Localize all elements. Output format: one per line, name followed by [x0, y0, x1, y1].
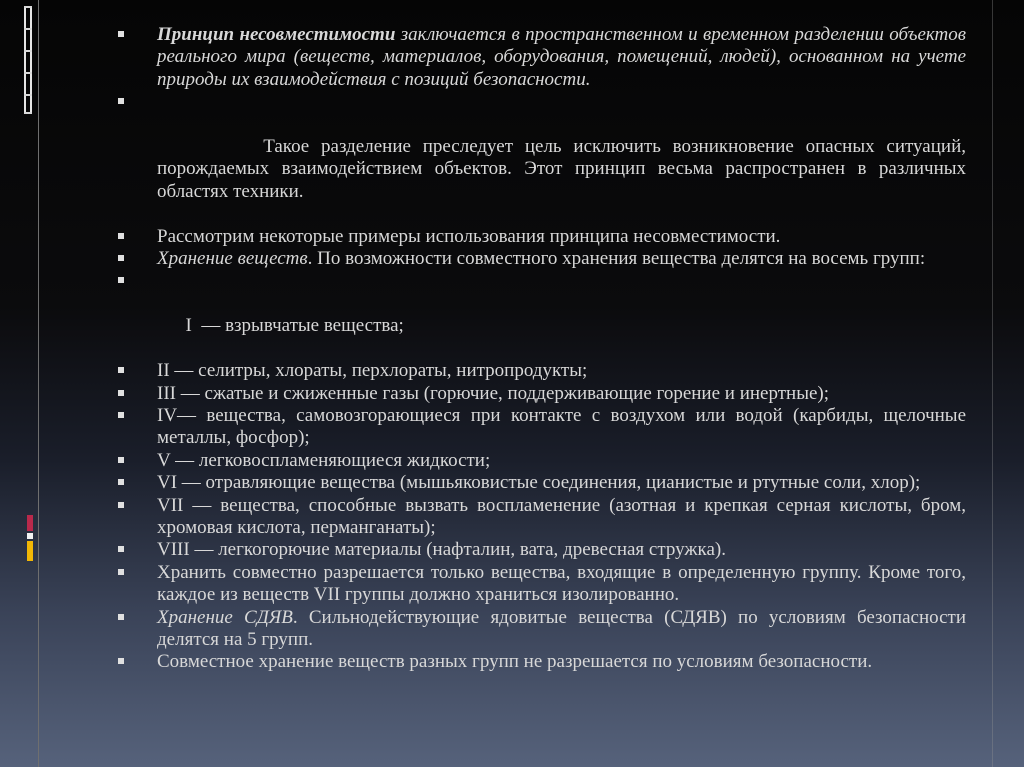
term-italic: Хранение СДЯВ	[157, 606, 293, 628]
item-text: V — легковоспламеняющиеся жидкости;	[157, 449, 491, 471]
item-text: I — взрывчатые вещества;	[185, 315, 404, 337]
bullet-icon	[118, 412, 124, 418]
item-text: Такое разделение преследует цель исключить возникновение опасных ситуаций, порождаемых взаимодействием объектов. Этот принцип весьма распространен в различных областях техники.	[157, 136, 971, 202]
list-item	[118, 360, 966, 382]
decorative-grid	[24, 6, 33, 114]
list-item	[118, 539, 966, 561]
bullet-icon	[118, 569, 124, 575]
list-item	[118, 651, 966, 673]
left-frame-line	[38, 0, 39, 767]
item-text: IV— вещества, самовозгорающиеся при контакте с воздухом или водой (карбиды, щелочные металлы, фосфор);	[157, 404, 966, 449]
list-item	[118, 405, 966, 450]
item-text: Хранить совместно разрешается только вещества, входящие в определенную группу. Кроме того, каждое из веществ VII группы должно храниться изолированно.	[157, 561, 966, 606]
list-item	[118, 607, 966, 652]
term-italic: Хранение веществ	[157, 248, 308, 270]
list-item	[118, 91, 971, 225]
list-item	[118, 472, 966, 494]
bullet-icon	[118, 390, 124, 396]
item-text: III — сжатые и сжиженные газы (горючие, поддерживающие горение и инертные);	[157, 382, 829, 404]
bullet-icon	[118, 479, 124, 485]
list-item	[118, 248, 966, 270]
list-item	[118, 450, 966, 472]
list-item	[118, 562, 966, 607]
bullet-icon	[118, 614, 124, 620]
item-text: Совместное хранение веществ разных групп не разрешается по условиям безопасности.	[157, 651, 873, 673]
item-text: Рассмотрим некоторые примеры использования принципа несовместимости.	[157, 225, 781, 247]
list-item	[118, 383, 966, 405]
bullet-icon	[118, 31, 124, 37]
item-text: VII — вещества, способные вызвать воспламенение (азотная и крепкая серная кислоты, бром, хромовая кислота, перманганаты);	[157, 494, 966, 538]
bullet-icon	[118, 233, 124, 239]
list-item	[118, 495, 966, 540]
bullet-icon	[118, 546, 124, 552]
bullet-icon	[118, 658, 124, 664]
item-text: VI — отравляющие вещества (мышьяковистые соединения, цианистые и ртутные соли, хлор);	[157, 472, 921, 494]
accent-yellow-bar	[27, 541, 33, 561]
bullet-list	[118, 24, 971, 674]
bullet-icon	[118, 98, 124, 104]
bullet-icon	[118, 255, 124, 261]
bullet-icon	[118, 457, 124, 463]
right-frame-line	[992, 0, 993, 767]
bullet-icon	[118, 277, 124, 283]
item-text: . По возможности совместного хранения вещества делятся на восемь групп:	[307, 248, 926, 270]
accent-red-bar	[27, 515, 33, 531]
list-item	[118, 270, 966, 360]
definition-text: заключается в пространственном и временном разделении объектов реального мира (веществ, материалов, оборудования, помещений, людей), основанном на учете природы их взаимодействия с позиций безопасности.	[157, 24, 966, 90]
list-item	[118, 24, 966, 91]
accent-white-bar	[27, 533, 33, 539]
item-text: II — селитры, хлораты, перхлораты, нитропродукты;	[157, 360, 588, 382]
list-item	[118, 226, 966, 248]
item-text: . Сильнодействующие ядовитые вещества (СДЯВ) по условиям безопасности делятся на 5 групп.	[157, 606, 966, 650]
item-text: VIII — легкогорючие материалы (нафталин, вата, древесная стружка).	[157, 539, 726, 561]
bullet-icon	[118, 367, 124, 373]
term-bold: Принцип несовместимости	[157, 24, 396, 45]
bullet-icon	[118, 502, 124, 508]
